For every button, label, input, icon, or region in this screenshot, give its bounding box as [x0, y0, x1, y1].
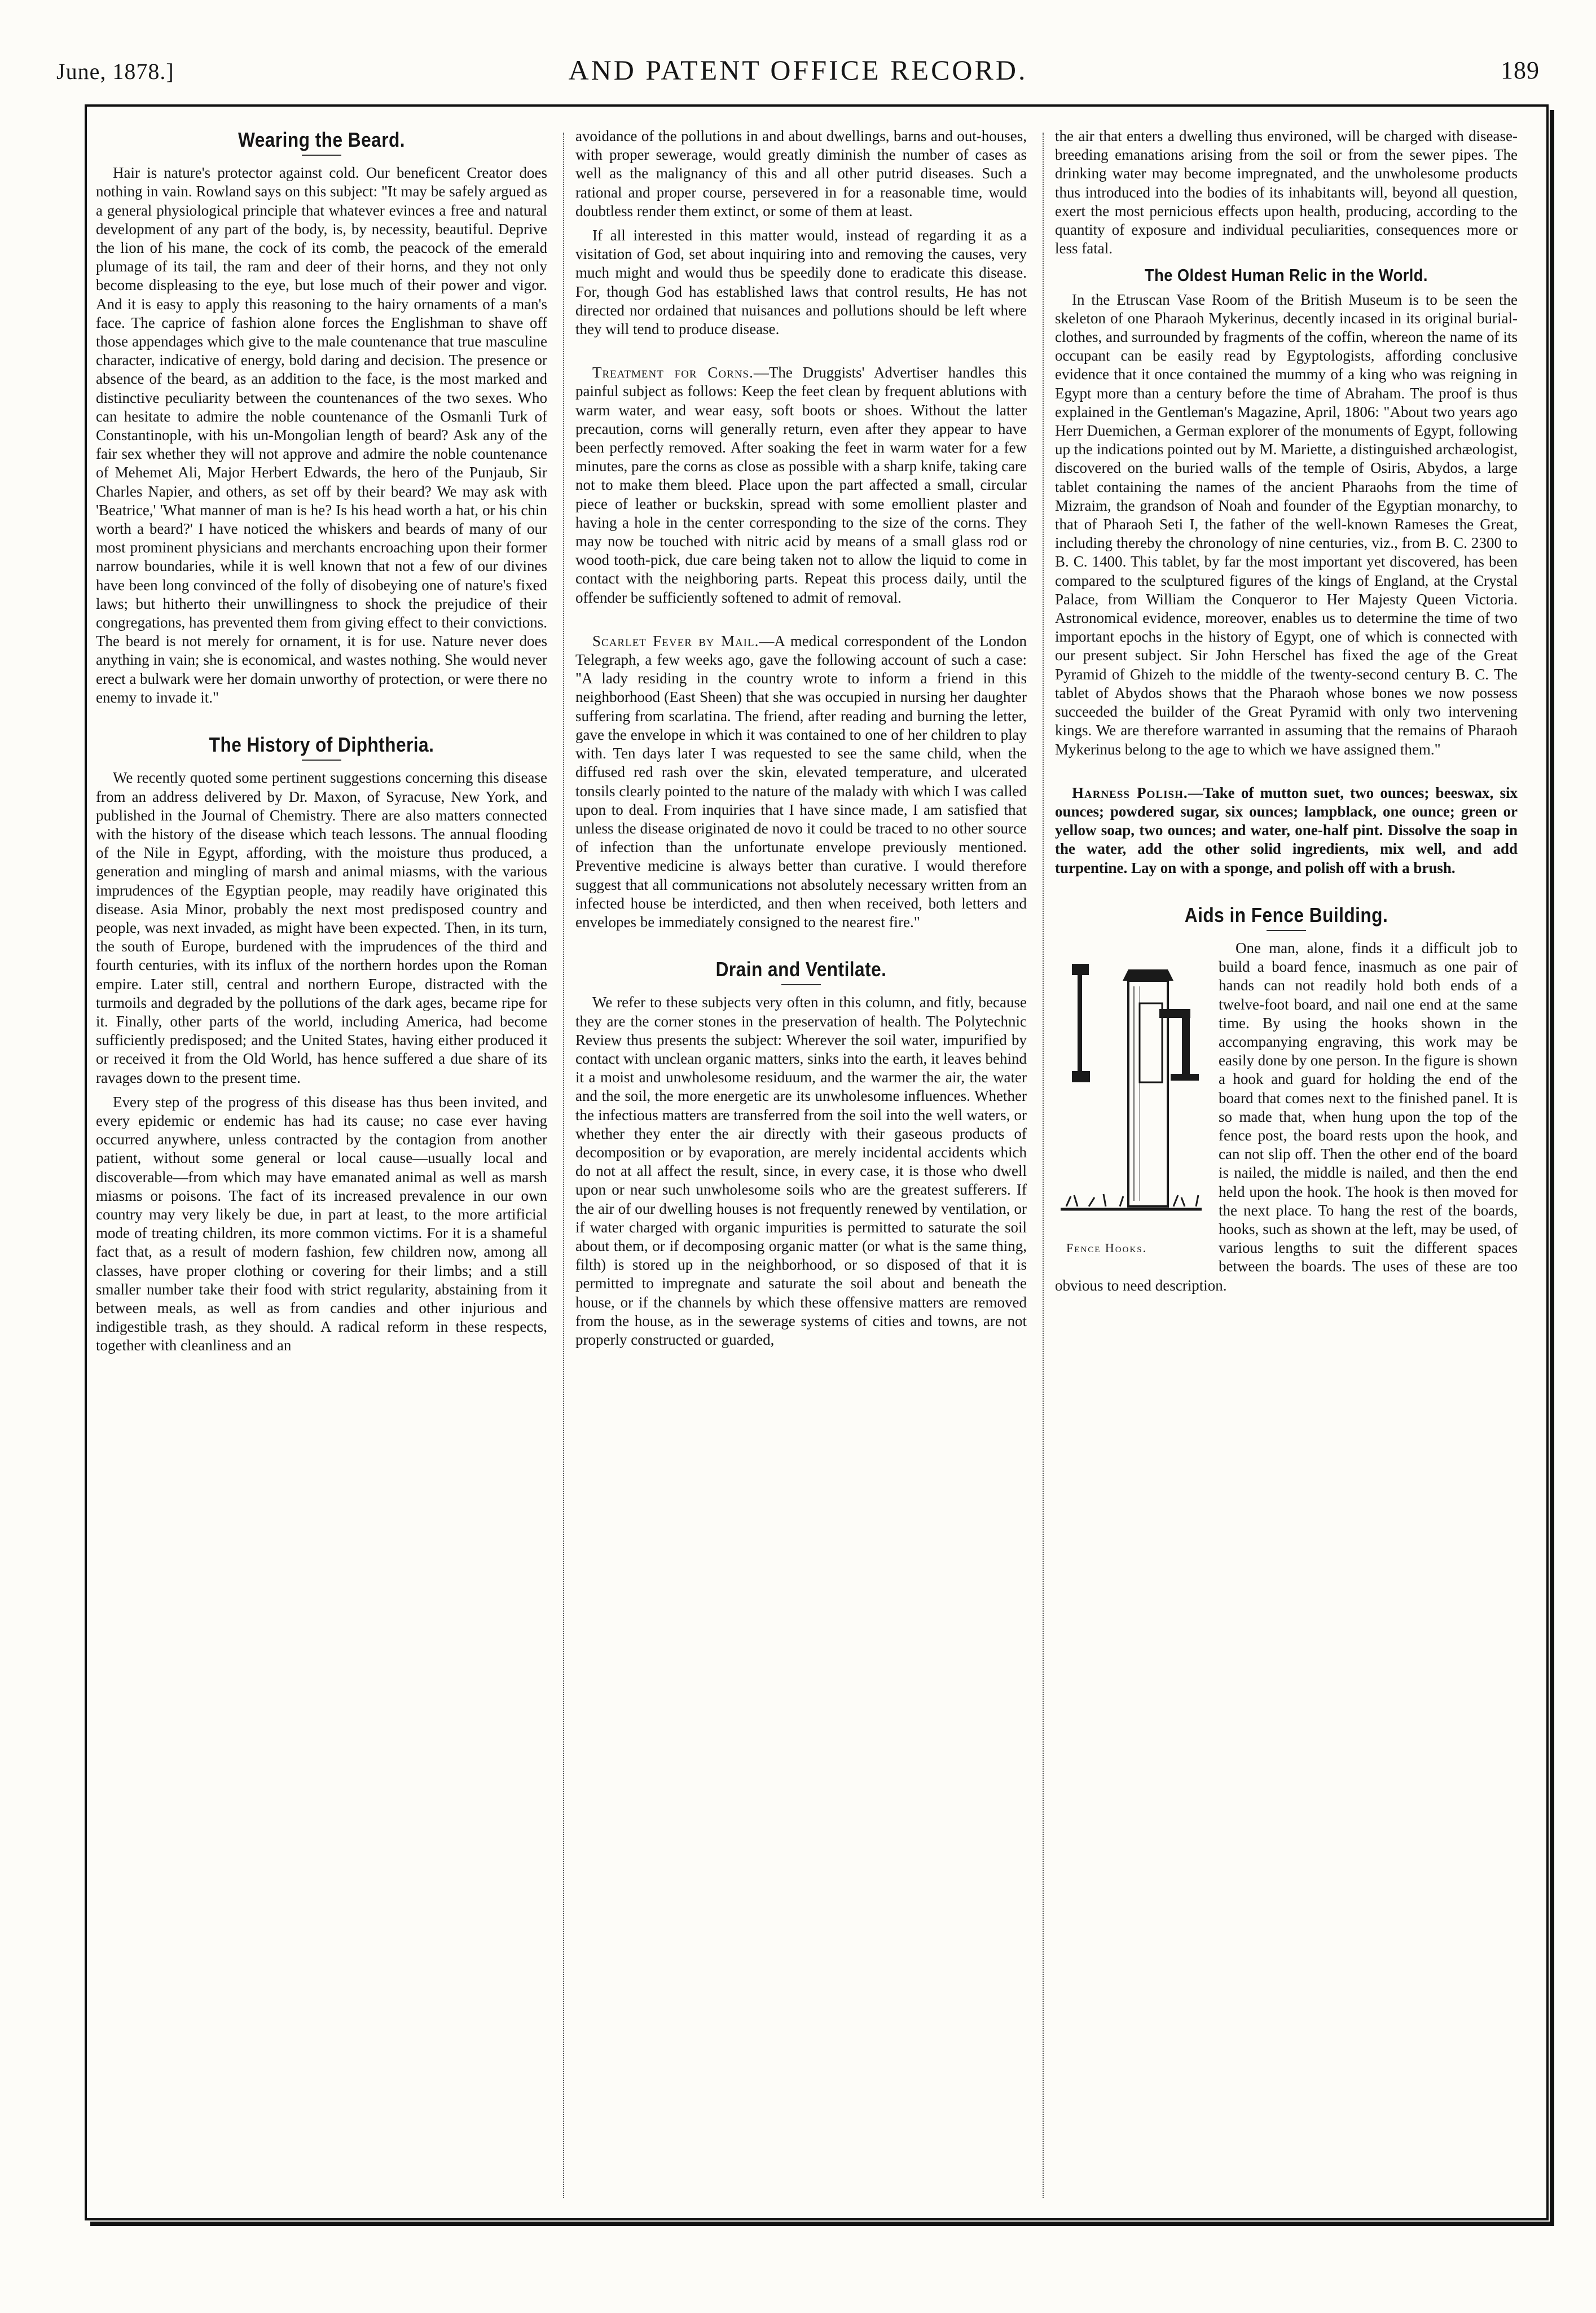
section-gap [575, 613, 1027, 632]
corns-body: —The Druggists' Advertiser handles this painful subject as follows: Keep the feet clean by frequent ablutions with warm water, and wear easy, soft boots or shoes. Without the latter precaution, corns will generally return, even after they appear to have been perfectly removed. After soaking the feet in warm water for a few minutes, pare the corns as close as possible with a sharp knife, taking care not to make them bleed. Place upon the part affected a small, circular piece of leather or buckskin, spread with some emollient plaster and having a hole in the center corresponding to the size of the corns. They may now be touched with nitric acid by means of a small glass rod or wood tooth-pick, due care being taken not to allow the liquid to come in contact with the neighboring parts. Repeat this process daily, until the offender be sufficiently softened to admit of removal. [575, 364, 1027, 606]
polish-lead: Harness Polish. [1072, 784, 1188, 801]
running-head [56, 54, 1540, 93]
fence-title: Aids in Fence Building. [1184, 903, 1388, 927]
relic-paragraph: In the Etruscan Vase Room of the British Museum is to be seen the skeleton of one Pharaoh Mykerinus, decently incased in its original burial-clothes, and surrounded by fragments of the coffin, whereon the name of its occupant can be easily read by Egyptologists, affording conclusive evidence that it once contained the mummy of a king who was reigning in Egypt more than a century before the time of Abraham. The proof is thus explained in the Gentleman's Magazine, April, 1806: "About two years ago Herr Duemichen, a German explorer of the monuments of Egypt, following up the indications pointed out by M. Mariette, a distinguished archæologist, discovered on the buried walls of the temple of Osiris, Abydos, a large tablet containing the names of the ancient Pharaohs from the time of Mizraim, the grandson of Noah and founder of the Egyptian monarchy, to that of Pharaoh Seti I, the father of the well-known Rameses the Great, including thereby the chronology of nine centuries, viz., from B. C. 2300 to B. C. 1400. This tablet, by far the most important yet discovered, has been compared to the sculptured figures of the kings of England, at the Crystal Palace, from William the Conqueror to Her Majesty Queen Victoria. Astronomical evidence, moreover, enables us to determine the time of two important epochs in the history of Egypt, one of which is connected with our present subject. Sir John Herschel has fixed the age of the Great Pyramid of Ghizeh to the middle of the twenty-second century B. C. The tablet of Abydos shows that the Pharaoh whose bones we now possess succeeded the builder of the Great Pyramid with only two intervening kings. We are therefore warranted in assuming that the remains of Pharaoh Mykerinus belong to the age to which we have assigned them." [1055, 291, 1518, 758]
section-gap [575, 937, 1027, 956]
section-gap [96, 713, 547, 732]
column-divider [563, 133, 564, 2198]
scarlet-body: —A medical correspondent of the London Telegraph, a few weeks ago, gave the following account of such a case: "A lady residing in the country wrote to inform a friend in this neighborhood (East Sheen) that she was occupied in nursing her daughter suffering from scarlatina. The friend, after reading and burning the letter, gave the envelope in which it was contained to one of her children to play with. Ten days later I was requested to see the same child, when the diffused red rash over the skin, elevated temperature, and ulcerated tonsils clearly pointed to the nature of the malady with which I was called upon to deal. From inquiries that I have since made, I am satisfied that unless the disease originated de novo it could be traced to no other source of infection than the unfortunate envelope previously mentioned. Preventive medicine is always better than curative. I would therefore suggest that all communications not absolutely necessary written from an infected house be interdicted, and then when received, both letters and envelopes be immediately consigned to the nearest fire." [575, 632, 1027, 931]
section-gap [1055, 765, 1518, 784]
diphtheria-paragraph: Every step of the progress of this disease has thus been invited, and every epidemic or endemic has had its cause; no case ever having occurred anywhere, unless contracted by the contagion from another patient, without some general or local cause—usually local and discoverable—from which may have emanated animal as well as marsh miasms or poisons. The fact of its increased prevalence in our own country may very likely be due, in part at least, to the more artificial mode of treating children, its more common victims. For it is a shameful fact that, as a result of modern fashion, few children now, among all classes, have proper clothing or covering for their limbs; and a still smaller number take their food with strict regularity, abstaining from it between meals, as well as from candies and other injurious and indigestible trash, as they should. A radical reform in these respects, together with cleanliness and an [96, 1093, 547, 1354]
diphtheria-paragraph: We recently quoted some pertinent suggestions concerning this disease from an address delivered by Dr. Maxon, of Syracuse, New York, and published in the Journal of Chemistry. There are also matters connected with the history of the disease which teach lessons. The annual flooding of the Nile in Egypt, affording, with the moisture thus produced, a generation and mingling of marsh and animal miasms, with the various imprudences of the Egyptian people, may readily have originated this disease. Asia Minor, probably the next most predisposed country and people, was next invaded, as might have been expected. Then, in its turn, the south of Europe, burdened with the imprudences of the third and fourth centuries, with its influx of the northern hordes upon the Roman empire. Later still, central and northern Europe, distracted with the turmoils and degraded by the pollutions of the dark ages, became ripe for it. Finally, other parts of the world, including America, had become sufficiently predisposed; and the United States, having either produced it or received it from the Old World, has hence suffered a due share of its ravages down to the present time. [96, 769, 547, 1086]
corns-paragraph [575, 363, 1027, 607]
scarlet-lead: Scarlet Fever by Mail. [592, 632, 759, 649]
section-gap [1055, 883, 1518, 902]
journal-title: AND PATENT OFFICE RECORD. [568, 54, 1028, 86]
column-left [96, 127, 547, 2204]
polish-paragraph [1055, 784, 1518, 877]
drain-title: Drain and Ventilate. [715, 958, 887, 981]
figure-caption: Fence Hooks. [1066, 1240, 1147, 1255]
diphtheria-title: The History of Diphtheria. [209, 733, 434, 757]
scarlet-paragraph [575, 632, 1027, 932]
column-right [1055, 127, 1518, 2204]
issue-date: June, 1878.] [56, 59, 174, 84]
drain-paragraph: the air that enters a dwelling thus environed, will be charged with disease-breeding emanations arising from the soil or from the sewer pipes. The drinking water may become impregnated, and the unwholesome products thus introduced into the bodies of its inhabitants will, beyond all question, exert the most pernicious effects upon health, producing, according to the quantity of exposure and individual peculiarities, consequences more or less fatal. [1055, 128, 1518, 257]
page-number: 189 [1501, 56, 1540, 84]
title-rule [302, 155, 341, 156]
section-gap [575, 344, 1027, 363]
drain-paragraph: We refer to these subjects very often in this column, and fitly, because they are the corner stones in the preservation of health. The Polytechnic Review thus presents the subject: Wherever the soil water, impurified by contact with unclean organic matters, sinks into the earth, it leaves behind it a moist and unwholesome residuum, and the warmer the air, the water and the soil, the more energetic are its unwholesome influences. Whether the infectious matters are transferred from the soil into the well waters, or whether they enter the air directly with their gaseous products of decomposition or by evaporation, are merely incidental accidents which do not at all affect the result, since, in every case, it is those who dwell upon or near such unwholesome soils who are the greatest sufferers. If the air of our dwelling houses is not frequently renewed by ventilation, or if water charged with organic impurities is permitted to saturate the soil about them, or if decomposing organic matter (or what is the same thing, filth) is stored up in the neighborhood, or so disposed of that it is permitted to impregnate and saturate the soil about and beneath the house, or if the channels by which these offensive matters are removed from the house, as in the sewerage systems of cities and towns, are not properly constructed or guarded, [575, 994, 1027, 1348]
diphtheria-paragraph: avoidance of the pollutions in and about dwellings, barns and out-houses, with proper sewerage, would greatly diminish the number of cases as well as the malignancy of this and all other putrid diseases. Such a rational and proper course, persevered in for a reasonable time, would doubtless render them extinct, or some of them at least. [575, 128, 1027, 220]
fence-hooks-engraving-icon [1055, 941, 1207, 1235]
column-divider [1043, 133, 1044, 2198]
relic-title: The Oldest Human Relic in the World. [1145, 265, 1428, 286]
beard-paragraph: Hair is nature's protector against cold. Our beneficent Creator does nothing in vain. Rowland says on this subject: "It may be safely argued as a general physiological principle that whatever evinces a free and natural development of any part of the body, is, by necessity, beautiful. Deprive the lion of his mane, the cock of its comb, the peacock of the emerald plumage of its tail, the ram and deer of their horns, and they not only become displeasing to the eye, but lose much of their power and vigor. And it is easy to apply this reasoning to the hairy ornaments of a man's face. The caprice of fashion alone forces the Englishman to shave off those appendages which give to the male countenance that true masculine character, indicative of energy, bold daring and decision. The presence or absence of the beard, as an addition to the face, is the most marked and distinctive peculiarity between the countenances of the two sexes. Who can hesitate to admire the noble countenance of the Osmanli Turk of Constantinople, with his un-Mongolian length of beard? Ask any of the fair sex whether they will not approve and admire the noble countenance of Mehemet Ali, Major Herbert Edwards, the hero of the Punjaub, Sir Charles Napier, and others, as set off by their beard? We may ask with 'Beatrice,' 'What manner of man is he? Is his head worth a hat, or his chin worth a beard?' I have noticed the whiskers and beards of many of our most prominent physicians and merchants encroaching upon their former narrow boundaries, while it is well known that not a few of our divines have been long convinced of the folly of disobeying one of nature's fixed laws; but hitherto their unwillingness to shock the prejudice of their congregations, has prevented them from giving effect to their convictions. The beard is not merely for ornament, it is for use. Nature never does anything in vain; she is economical, and wastes nothing. She would never erect a bulwark were her domain unworthy of protection, or were there no enemy to invade it." [96, 164, 547, 706]
fence-paragraph: One man, alone, finds it a difficult job to build a board fence, inasmuch as one pair of hands can not readily hold both ends of a twelve-foot board, and nail one end at the same time. By using the hooks shown in the accompanying engraving, this work may be easily done by one person. In the figure is shown a hook and guard for holding the end of the board that comes next to the finished panel. It is so made that, when hung upon the top of the fence post, the board rests upon the hook, and can not slip off. Then the other end of the board is nailed, the middle is nailed, and then the end held upon the hook. The hook is then moved for the next place. To hang the rest of the boards, hooks, such as shown at the left, may be used, of various lengths to suit the different spaces between the boards. The uses of these are too obvious to need description. [1055, 939, 1518, 1294]
title-rule [1267, 930, 1306, 931]
polish-body: —Take of mutton suet, two ounces; beeswax, six ounces; powdered sugar, six ounces; lampblack, one ounce; green or yellow soap, two ounces; and water, one-half pint. Dissolve the soap in the water, add the other solid ingredients, mix well, and add turpentine. Lay on with a sponge, and polish off with a brush. [1055, 784, 1518, 876]
fence-hooks-figure [1055, 941, 1207, 1257]
column-middle [575, 127, 1027, 2204]
beard-title: Wearing the Beard. [238, 128, 406, 151]
corns-lead: Treatment for Corns. [592, 364, 754, 381]
title-rule [302, 760, 341, 761]
title-rule [781, 984, 821, 985]
diphtheria-paragraph: If all interested in this matter would, instead of regarding it as a visitation of God, set about inquiring into and removing the causes, very much might and would thus be speedily done to eradicate this disease. For, though God has established laws that control results, He has not directed nor ordained that nuisances and pollutions should be left where they will tend to produce disease. [575, 227, 1027, 338]
